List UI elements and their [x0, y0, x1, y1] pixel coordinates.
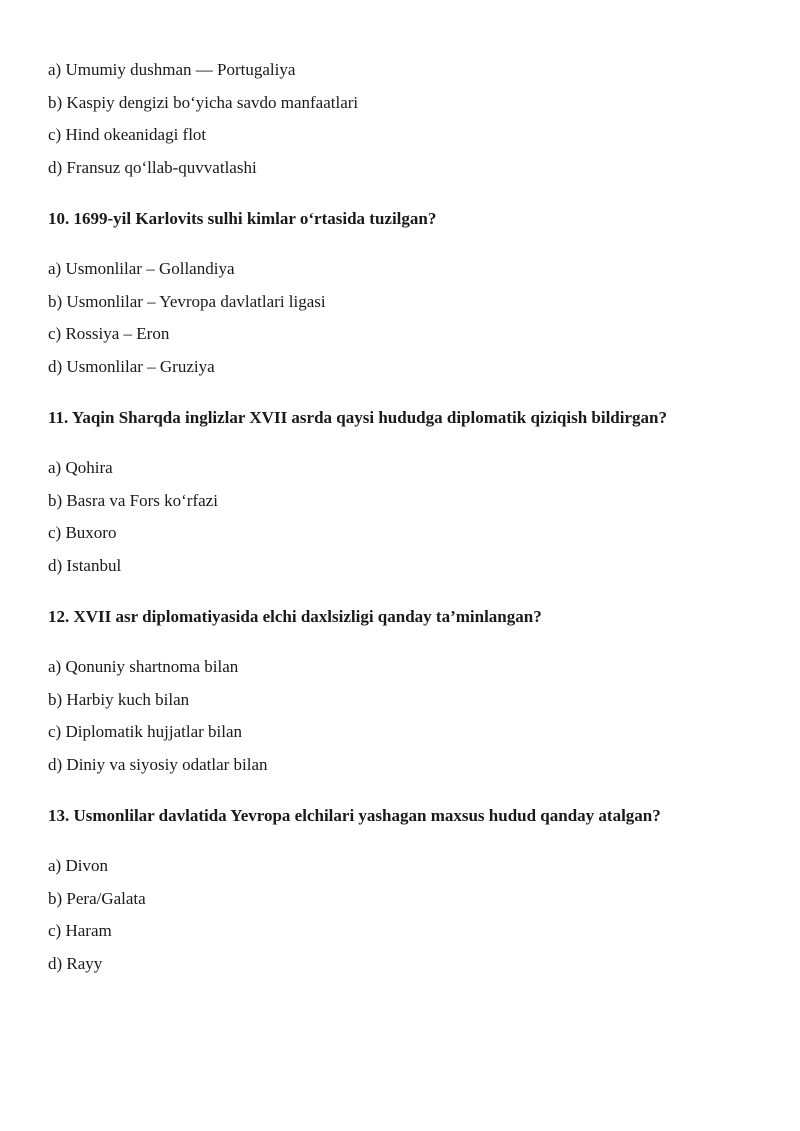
intro-options [48, 54, 688, 184]
question-13-options [48, 850, 688, 980]
option-a: a) Usmonlilar – Gollandiya [48, 259, 235, 278]
option-d: d) Istanbul [48, 555, 122, 575]
question-12: 12. XVII asr diplomatiyasida elchi daxlsizligi qanday ta’minlangan? [48, 607, 542, 626]
document-page [48, 54, 688, 980]
option-d: d) Usmonlilar – Gruziya [48, 356, 215, 376]
option-a: a) Qohira [48, 458, 113, 477]
option-a: a) Umumiy dushman — Portugaliya [48, 60, 296, 79]
question-11-options [48, 452, 688, 582]
option-a: a) Qonuniy shartnoma bilan [48, 657, 239, 676]
option-d: d) Fransuz qo‘llab-quvvatlashi [48, 157, 257, 177]
option-b: b) Harbiy kuch bilan [48, 689, 190, 709]
option-b: b) Kaspiy dengizi bo‘yicha savdo manfaatlari [48, 92, 359, 112]
question-10-options [48, 253, 688, 383]
option-d: d) Diniy va siyosiy odatlar bilan [48, 754, 268, 774]
option-a: a) Divon [48, 856, 108, 875]
question-12-options [48, 651, 688, 781]
question-10: 10. 1699-yil Karlovits sulhi kimlar o‘rtasida tuzilgan? [48, 209, 437, 228]
option-c: c) Buxoro [48, 523, 117, 542]
option-c: c) Haram [48, 921, 112, 940]
question-13: 13. Usmonlilar davlatida Yevropa elchilari yashagan maxsus hudud qanday atalgan? [48, 806, 661, 825]
option-b: b) Pera/Galata [48, 888, 146, 908]
option-c: c) Hind okeanidagi flot [48, 125, 207, 144]
option-c: c) Diplomatik hujjatlar bilan [48, 722, 243, 741]
option-c: c) Rossiya – Eron [48, 324, 170, 343]
option-b: b) Usmonlilar – Yevropa davlatlari ligasi [48, 291, 326, 311]
question-11: 11. Yaqin Sharqda inglizlar XVII asrda qaysi hududga diplomatik qiziqish bildirgan? [48, 408, 667, 427]
option-b: b) Basra va Fors ko‘rfazi [48, 490, 218, 510]
option-d: d) Rayy [48, 953, 103, 973]
